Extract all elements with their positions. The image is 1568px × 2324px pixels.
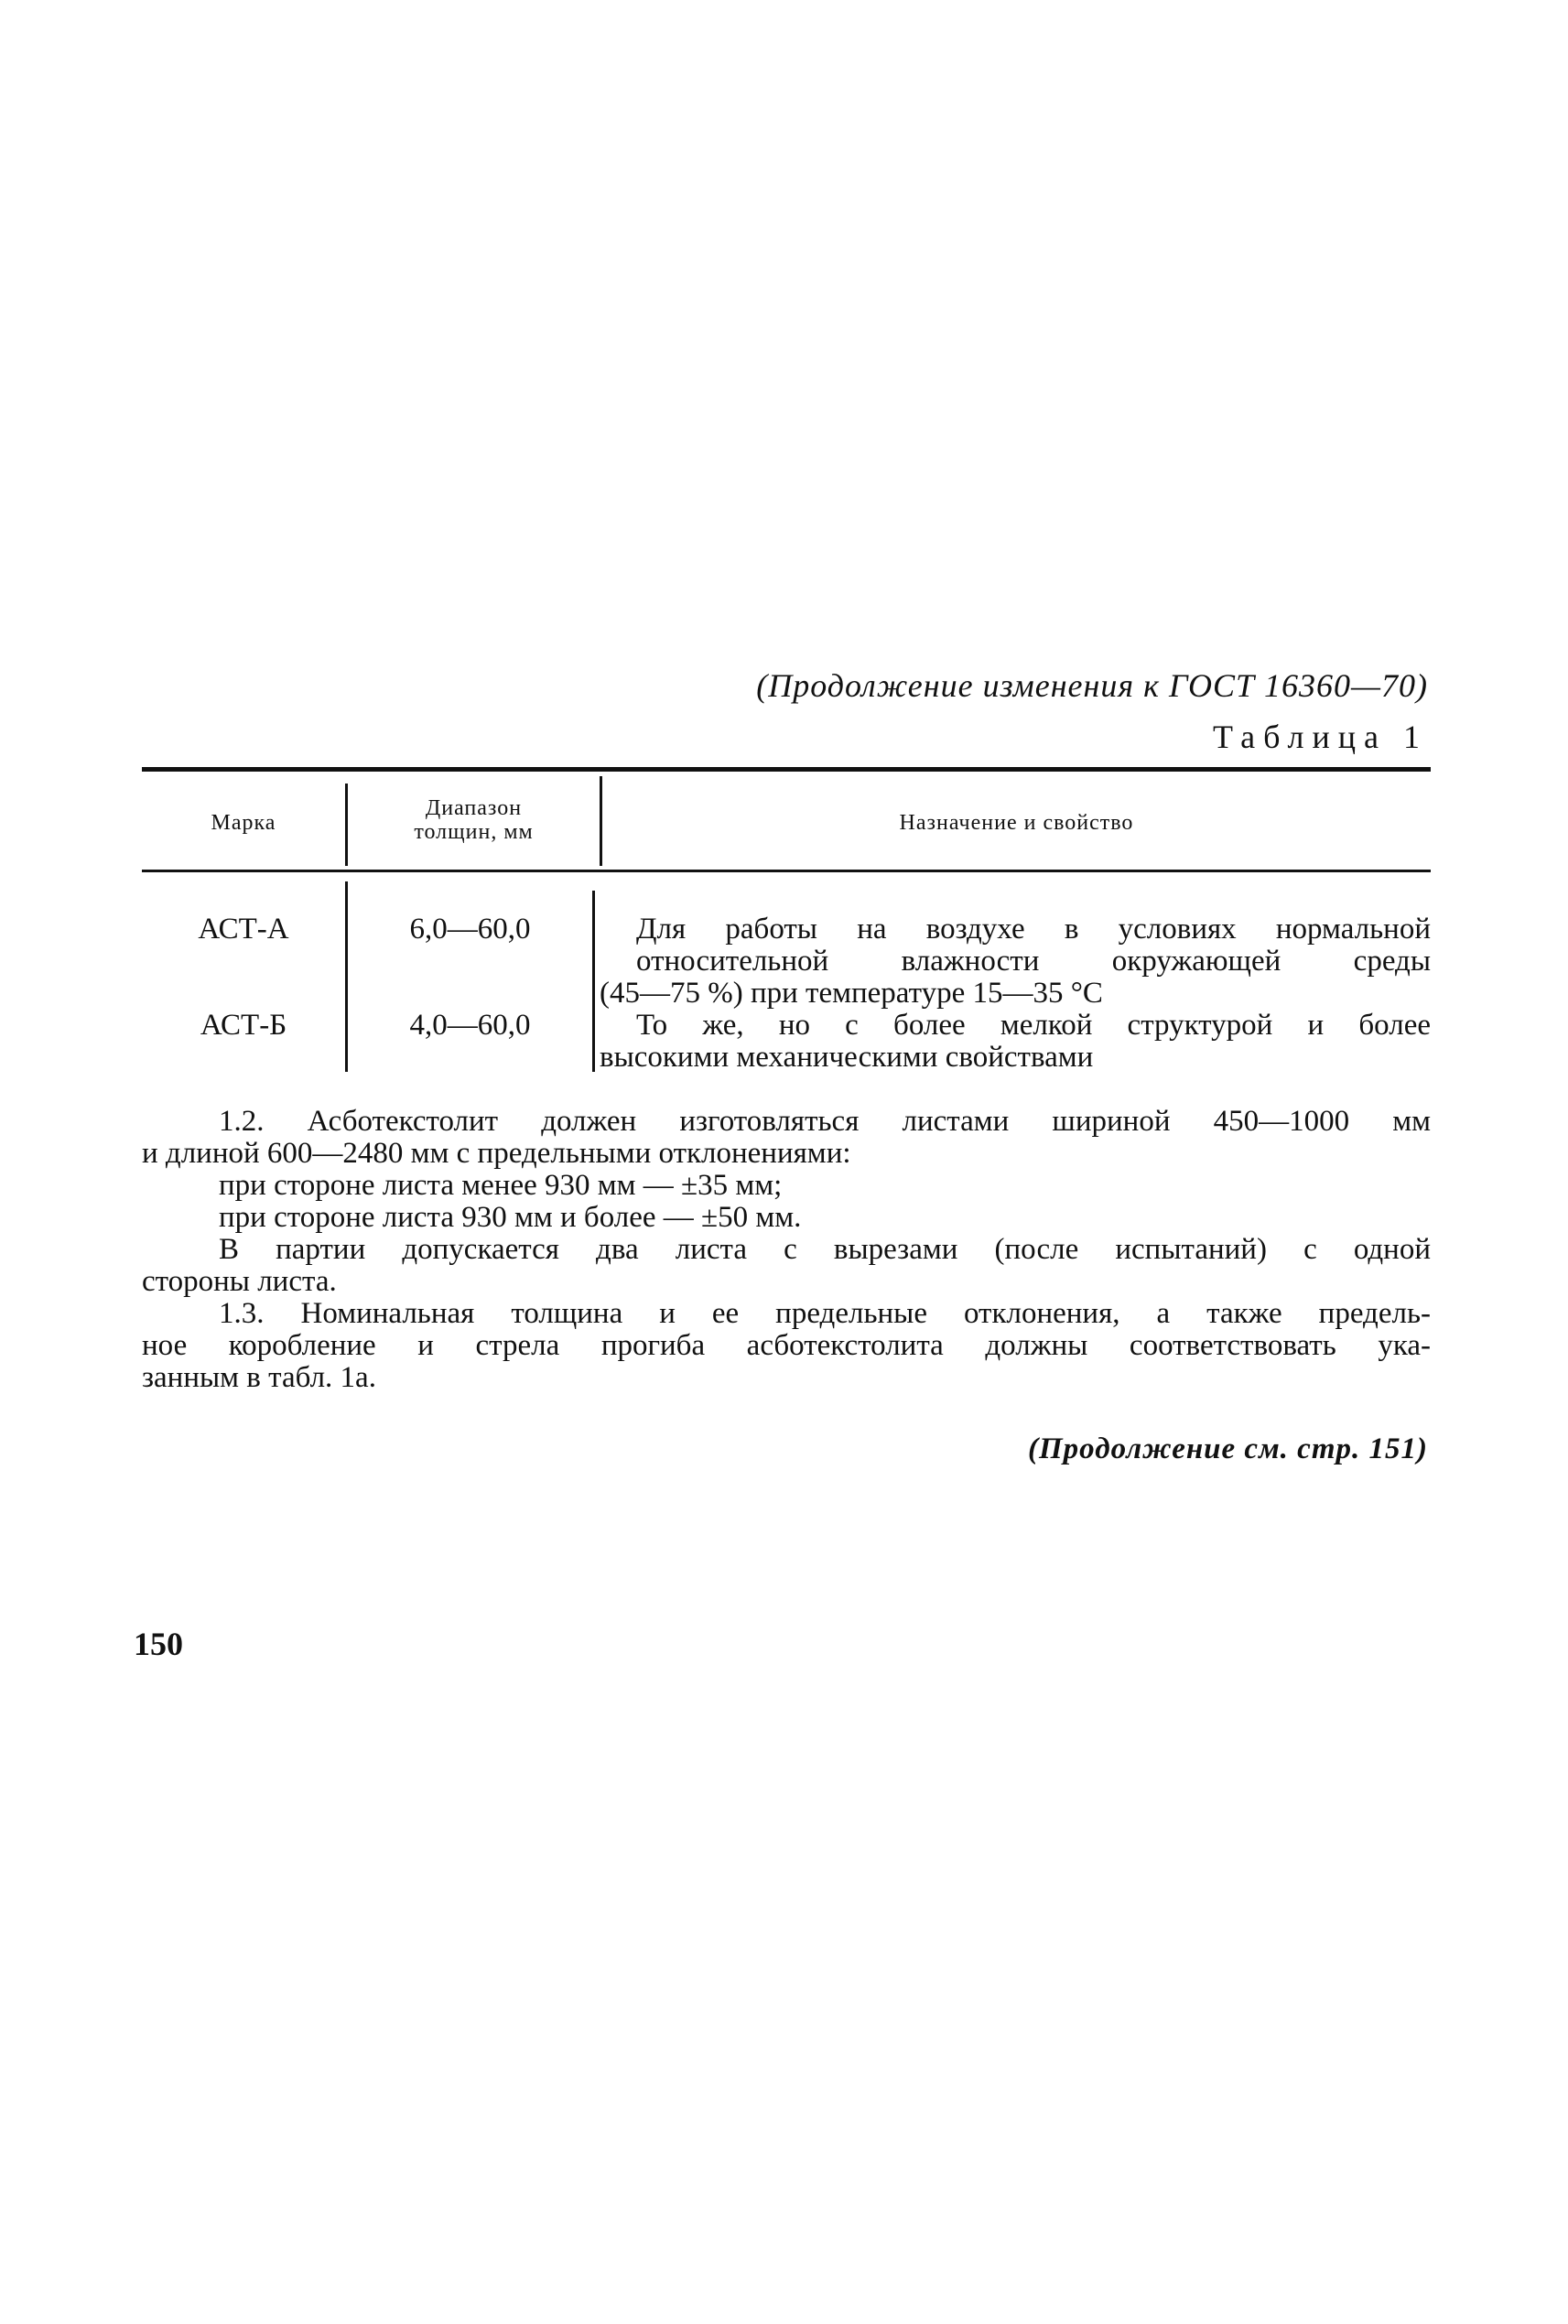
table-caption: Таблица 1: [1213, 719, 1428, 755]
tolerance-line-2: при стороне листа 930 мм и более — ±50 мм.: [219, 1201, 802, 1234]
continuation-footer: (Продолжение см. стр. 151): [1028, 1432, 1428, 1465]
column-header-purpose: Назначение и свойство: [899, 811, 1134, 835]
row-2-grade: АСТ-Б: [200, 1009, 287, 1042]
body-text: [142, 1106, 1431, 1394]
column-header-thickness: Диапазон толщин, мм: [414, 796, 534, 844]
continuation-header: (Продолжение изменения к ГОСТ 16360—70): [756, 667, 1428, 704]
paragraph-1-2-line-1: 1.2. Асботекстолит должен изготовляться листами шириной 450—1000 мм: [219, 1105, 1431, 1138]
body-divider-1: [345, 881, 348, 1072]
tolerance-line-1: при стороне листа менее 930 мм — ±35 мм;: [219, 1169, 783, 1202]
row-1-description: Для работы на воздухе в условиях нормальной относительной влажности окружающей среды (45—75 %) при температуре 15—35 °С: [600, 913, 1431, 1010]
row-1-grade: АСТ-А: [198, 913, 289, 946]
paragraph-1-3-line-1: 1.3. Номинальная толщина и ее предельные отклонения, а также предель-: [219, 1297, 1431, 1330]
row-1-thickness-range: 6,0—60,0: [409, 913, 531, 946]
paragraph-1-3-line-3: занным в табл. 1а.: [142, 1361, 376, 1394]
row-2-thickness-range: 4,0—60,0: [409, 1009, 531, 1042]
column-header-grade: Марка: [211, 811, 276, 835]
body-divider-2: [592, 891, 595, 1072]
page-number: 150: [134, 1626, 183, 1662]
row-2-description: То же, но с более мелкой структурой и более высокими механическими свойствами: [600, 1009, 1431, 1074]
paragraph-batch-line-2: стороны листа.: [142, 1265, 337, 1298]
table-top-rule: [142, 767, 1431, 772]
paragraph-1-3-line-2: ное коробление и стрела прогиба асботекстолита должны соответствовать ука-: [142, 1329, 1431, 1362]
paragraph-batch-line-1: В партии допускается два листа с вырезами (после испытаний) с одной: [219, 1233, 1431, 1266]
paragraph-1-2-line-2: и длиной 600—2480 мм с предельными отклонениями:: [142, 1137, 851, 1170]
table-header-rule: [142, 870, 1431, 872]
